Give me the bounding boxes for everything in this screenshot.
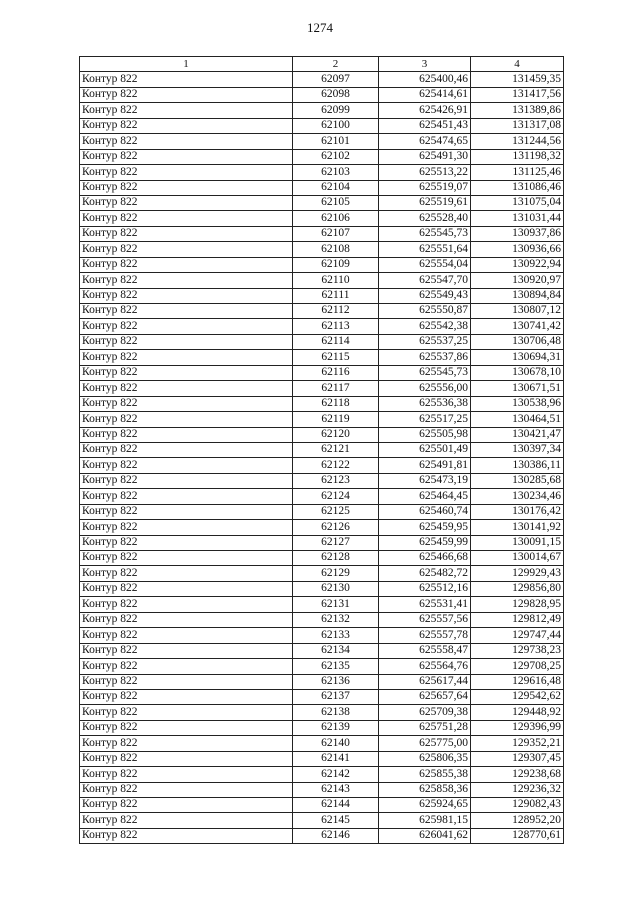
point-number-cell: 62141 [293,751,379,766]
x-coordinate-cell: 625459,95 [379,520,471,535]
y-coordinate-cell: 131075,04 [471,195,564,210]
point-number-cell: 62129 [293,566,379,581]
x-coordinate-cell: 625473,19 [379,473,471,488]
x-coordinate-cell: 625474,65 [379,134,471,149]
point-number-cell: 62107 [293,226,379,241]
x-coordinate-cell: 625924,65 [379,798,471,813]
contour-name-cell: Контур 822 [80,643,293,658]
contour-name-cell: Контур 822 [80,798,293,813]
contour-name-cell: Контур 822 [80,319,293,334]
y-coordinate-cell: 130706,48 [471,334,564,349]
contour-name-cell: Контур 822 [80,628,293,643]
table-row [80,180,564,195]
x-coordinate-cell: 625556,00 [379,381,471,396]
table-row [80,118,564,133]
x-coordinate-cell: 625519,07 [379,180,471,195]
table-row [80,211,564,226]
x-coordinate-cell: 625517,25 [379,412,471,427]
table-row [80,798,564,813]
contour-name-cell: Контур 822 [80,350,293,365]
x-coordinate-cell: 625460,74 [379,504,471,519]
point-number-cell: 62110 [293,273,379,288]
table-row [80,705,564,720]
x-coordinate-cell: 625505,98 [379,427,471,442]
contour-name-cell: Контур 822 [80,273,293,288]
contour-name-cell: Контур 822 [80,288,293,303]
y-coordinate-cell: 129812,49 [471,612,564,627]
y-coordinate-cell: 129448,92 [471,705,564,720]
contour-name-cell: Контур 822 [80,689,293,704]
contour-name-cell: Контур 822 [80,134,293,149]
table-row [80,288,564,303]
table-row [80,304,564,319]
x-coordinate-cell: 625557,56 [379,612,471,627]
x-coordinate-cell: 625775,00 [379,736,471,751]
table-row [80,103,564,118]
point-number-cell: 62132 [293,612,379,627]
y-coordinate-cell: 131459,35 [471,72,564,87]
x-coordinate-cell: 625459,99 [379,535,471,550]
x-coordinate-cell: 625657,64 [379,689,471,704]
contour-name-cell: Контур 822 [80,828,293,843]
table-row [80,134,564,149]
x-coordinate-cell: 625554,04 [379,257,471,272]
point-number-cell: 62119 [293,412,379,427]
point-number-cell: 62116 [293,365,379,380]
y-coordinate-cell: 131031,44 [471,211,564,226]
y-coordinate-cell: 130014,67 [471,551,564,566]
table-row [80,674,564,689]
contour-name-cell: Контур 822 [80,566,293,581]
table-row [80,195,564,210]
y-coordinate-cell: 130285,68 [471,473,564,488]
x-coordinate-cell: 625451,43 [379,118,471,133]
y-coordinate-cell: 131317,08 [471,118,564,133]
point-number-cell: 62100 [293,118,379,133]
point-number-cell: 62127 [293,535,379,550]
point-number-cell: 62105 [293,195,379,210]
table-row [80,782,564,797]
point-number-cell: 62118 [293,396,379,411]
contour-name-cell: Контур 822 [80,813,293,828]
y-coordinate-cell: 129236,32 [471,782,564,797]
y-coordinate-cell: 130421,47 [471,427,564,442]
y-coordinate-cell: 131389,86 [471,103,564,118]
x-coordinate-cell: 625464,45 [379,489,471,504]
y-coordinate-cell: 128952,20 [471,813,564,828]
table-row [80,597,564,612]
y-coordinate-cell: 129747,44 [471,628,564,643]
contour-name-cell: Контур 822 [80,103,293,118]
y-coordinate-cell: 130922,94 [471,257,564,272]
header-row [80,57,564,72]
point-number-cell: 62112 [293,304,379,319]
y-coordinate-cell: 130694,31 [471,350,564,365]
contour-name-cell: Контур 822 [80,581,293,596]
point-number-cell: 62113 [293,319,379,334]
table-row [80,149,564,164]
x-coordinate-cell: 625536,38 [379,396,471,411]
point-number-cell: 62125 [293,504,379,519]
table-row [80,643,564,658]
table-row [80,273,564,288]
x-coordinate-cell: 625531,41 [379,597,471,612]
contour-name-cell: Контур 822 [80,72,293,87]
contour-name-cell: Контур 822 [80,412,293,427]
x-coordinate-cell: 625855,38 [379,767,471,782]
contour-name-cell: Контур 822 [80,257,293,272]
contour-name-cell: Контур 822 [80,458,293,473]
x-coordinate-cell: 625426,91 [379,103,471,118]
contour-name-cell: Контур 822 [80,118,293,133]
table-row [80,612,564,627]
x-coordinate-cell: 625545,73 [379,365,471,380]
coordinates-table [79,56,564,844]
y-coordinate-cell: 130141,92 [471,520,564,535]
x-coordinate-cell: 625557,78 [379,628,471,643]
table-header [80,57,564,72]
y-coordinate-cell: 130234,46 [471,489,564,504]
point-number-cell: 62145 [293,813,379,828]
table-row [80,226,564,241]
contour-name-cell: Контур 822 [80,705,293,720]
y-coordinate-cell: 129929,43 [471,566,564,581]
y-coordinate-cell: 130464,51 [471,412,564,427]
column-header-3: 3 [379,57,471,72]
table-row [80,504,564,519]
y-coordinate-cell: 129082,43 [471,798,564,813]
contour-name-cell: Контур 822 [80,180,293,195]
point-number-cell: 62101 [293,134,379,149]
table-row [80,551,564,566]
table-row [80,442,564,457]
contour-name-cell: Контур 822 [80,736,293,751]
contour-name-cell: Контур 822 [80,427,293,442]
point-number-cell: 62103 [293,165,379,180]
point-number-cell: 62143 [293,782,379,797]
table-row [80,659,564,674]
point-number-cell: 62126 [293,520,379,535]
point-number-cell: 62109 [293,257,379,272]
y-coordinate-cell: 130091,15 [471,535,564,550]
x-coordinate-cell: 625542,38 [379,319,471,334]
contour-name-cell: Контур 822 [80,334,293,349]
x-coordinate-cell: 625466,68 [379,551,471,566]
x-coordinate-cell: 625528,40 [379,211,471,226]
point-number-cell: 62130 [293,581,379,596]
x-coordinate-cell: 625482,72 [379,566,471,581]
table-row [80,736,564,751]
point-number-cell: 62133 [293,628,379,643]
y-coordinate-cell: 130538,96 [471,396,564,411]
contour-name-cell: Контур 822 [80,674,293,689]
y-coordinate-cell: 131198,32 [471,149,564,164]
y-coordinate-cell: 129616,48 [471,674,564,689]
contour-name-cell: Контур 822 [80,442,293,457]
x-coordinate-cell: 625709,38 [379,705,471,720]
point-number-cell: 62097 [293,72,379,87]
table-row [80,165,564,180]
y-coordinate-cell: 130741,42 [471,319,564,334]
y-coordinate-cell: 129708,25 [471,659,564,674]
y-coordinate-cell: 130936,66 [471,242,564,257]
x-coordinate-cell: 625501,49 [379,442,471,457]
table-row [80,427,564,442]
table-row [80,334,564,349]
contour-name-cell: Контур 822 [80,597,293,612]
x-coordinate-cell: 625549,43 [379,288,471,303]
table-row [80,412,564,427]
column-header-2: 2 [293,57,379,72]
column-header-4: 4 [471,57,564,72]
x-coordinate-cell: 625564,76 [379,659,471,674]
contour-name-cell: Контур 822 [80,659,293,674]
x-coordinate-cell: 625491,81 [379,458,471,473]
y-coordinate-cell: 130807,12 [471,304,564,319]
y-coordinate-cell: 130920,97 [471,273,564,288]
point-number-cell: 62098 [293,87,379,102]
point-number-cell: 62106 [293,211,379,226]
table-row [80,566,564,581]
contour-name-cell: Контур 822 [80,535,293,550]
x-coordinate-cell: 625537,25 [379,334,471,349]
point-number-cell: 62136 [293,674,379,689]
x-coordinate-cell: 625550,87 [379,304,471,319]
x-coordinate-cell: 625537,86 [379,350,471,365]
x-coordinate-cell: 625558,47 [379,643,471,658]
x-coordinate-cell: 625981,15 [379,813,471,828]
point-number-cell: 62123 [293,473,379,488]
contour-name-cell: Контур 822 [80,304,293,319]
point-number-cell: 62139 [293,720,379,735]
table-row [80,396,564,411]
point-number-cell: 62099 [293,103,379,118]
table-row [80,751,564,766]
x-coordinate-cell: 625414,61 [379,87,471,102]
point-number-cell: 62111 [293,288,379,303]
y-coordinate-cell: 129352,21 [471,736,564,751]
table-row [80,242,564,257]
point-number-cell: 62108 [293,242,379,257]
point-number-cell: 62144 [293,798,379,813]
y-coordinate-cell: 130386,11 [471,458,564,473]
y-coordinate-cell: 129307,45 [471,751,564,766]
table-row [80,473,564,488]
x-coordinate-cell: 625491,30 [379,149,471,164]
contour-name-cell: Контур 822 [80,551,293,566]
contour-name-cell: Контур 822 [80,195,293,210]
y-coordinate-cell: 131086,46 [471,180,564,195]
x-coordinate-cell: 625806,35 [379,751,471,766]
x-coordinate-cell: 625751,28 [379,720,471,735]
point-number-cell: 62135 [293,659,379,674]
contour-name-cell: Контур 822 [80,520,293,535]
y-coordinate-cell: 131417,56 [471,87,564,102]
point-number-cell: 62142 [293,767,379,782]
y-coordinate-cell: 130937,86 [471,226,564,241]
table-row [80,581,564,596]
point-number-cell: 62114 [293,334,379,349]
table-row [80,350,564,365]
contour-name-cell: Контур 822 [80,782,293,797]
x-coordinate-cell: 625513,22 [379,165,471,180]
point-number-cell: 62122 [293,458,379,473]
table-row [80,535,564,550]
contour-name-cell: Контур 822 [80,149,293,164]
contour-name-cell: Контур 822 [80,381,293,396]
y-coordinate-cell: 130176,42 [471,504,564,519]
y-coordinate-cell: 129828,95 [471,597,564,612]
table-row [80,520,564,535]
point-number-cell: 62121 [293,442,379,457]
point-number-cell: 62124 [293,489,379,504]
contour-name-cell: Контур 822 [80,165,293,180]
y-coordinate-cell: 129856,80 [471,581,564,596]
table-row [80,381,564,396]
x-coordinate-cell: 625400,46 [379,72,471,87]
table-row [80,458,564,473]
table-row [80,828,564,843]
point-number-cell: 62137 [293,689,379,704]
point-number-cell: 62115 [293,350,379,365]
x-coordinate-cell: 625519,61 [379,195,471,210]
x-coordinate-cell: 626041,62 [379,828,471,843]
table-row [80,813,564,828]
column-header-1: 1 [80,57,293,72]
contour-name-cell: Контур 822 [80,226,293,241]
point-number-cell: 62146 [293,828,379,843]
contour-name-cell: Контур 822 [80,473,293,488]
contour-name-cell: Контур 822 [80,504,293,519]
table-row [80,628,564,643]
contour-name-cell: Контур 822 [80,720,293,735]
x-coordinate-cell: 625545,73 [379,226,471,241]
page-number: 1274 [307,20,333,35]
y-coordinate-cell: 130397,34 [471,442,564,457]
table-row [80,489,564,504]
contour-name-cell: Контур 822 [80,751,293,766]
point-number-cell: 62117 [293,381,379,396]
contour-name-cell: Контур 822 [80,767,293,782]
table-row [80,767,564,782]
contour-name-cell: Контур 822 [80,365,293,380]
table-body [80,72,564,844]
table-row [80,689,564,704]
table-row [80,257,564,272]
contour-name-cell: Контур 822 [80,612,293,627]
x-coordinate-cell: 625551,64 [379,242,471,257]
table-row [80,720,564,735]
point-number-cell: 62131 [293,597,379,612]
table-row [80,87,564,102]
contour-name-cell: Контур 822 [80,396,293,411]
table-row [80,72,564,87]
contour-name-cell: Контур 822 [80,489,293,504]
y-coordinate-cell: 130894,84 [471,288,564,303]
y-coordinate-cell: 129238,68 [471,767,564,782]
point-number-cell: 62102 [293,149,379,164]
point-number-cell: 62120 [293,427,379,442]
table-row [80,319,564,334]
y-coordinate-cell: 129396,99 [471,720,564,735]
y-coordinate-cell: 130671,51 [471,381,564,396]
y-coordinate-cell: 129542,62 [471,689,564,704]
contour-name-cell: Контур 822 [80,87,293,102]
y-coordinate-cell: 131125,46 [471,165,564,180]
y-coordinate-cell: 129738,23 [471,643,564,658]
y-coordinate-cell: 130678,10 [471,365,564,380]
point-number-cell: 62134 [293,643,379,658]
y-coordinate-cell: 128770,61 [471,828,564,843]
point-number-cell: 62128 [293,551,379,566]
x-coordinate-cell: 625512,16 [379,581,471,596]
contour-name-cell: Контур 822 [80,211,293,226]
point-number-cell: 62104 [293,180,379,195]
table-row [80,365,564,380]
point-number-cell: 62140 [293,736,379,751]
x-coordinate-cell: 625547,70 [379,273,471,288]
y-coordinate-cell: 131244,56 [471,134,564,149]
x-coordinate-cell: 625858,36 [379,782,471,797]
point-number-cell: 62138 [293,705,379,720]
contour-name-cell: Контур 822 [80,242,293,257]
x-coordinate-cell: 625617,44 [379,674,471,689]
